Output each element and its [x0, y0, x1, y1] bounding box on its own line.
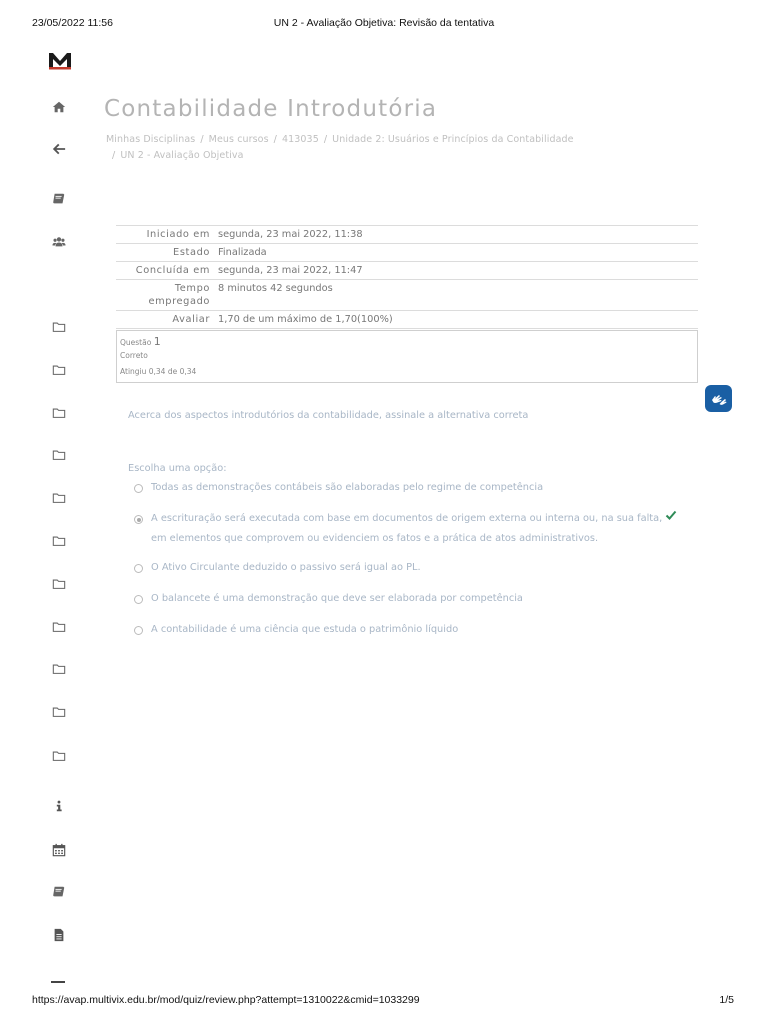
folder-icon[interactable]	[51, 533, 67, 549]
question-state: Correto	[120, 351, 148, 360]
info-icon[interactable]	[51, 798, 67, 814]
document-icon[interactable]	[51, 927, 67, 943]
print-doc-title: UN 2 - Avaliação Objetiva: Revisão da tentativa	[273, 17, 495, 29]
users-icon[interactable]	[51, 234, 67, 250]
side-navigation	[0, 0, 100, 1024]
print-page-number: 1/5	[719, 994, 734, 1006]
answer-option-line1: A escrituração será executada com base em documentos de origem externa ou interna ou, na sua falta,	[151, 513, 663, 524]
folder-icon[interactable]	[51, 490, 67, 506]
accessibility-button[interactable]	[705, 385, 732, 412]
summary-key: Tempo empregado	[116, 280, 214, 311]
summary-key: Estado	[116, 244, 214, 262]
summary-value: 1,70 de um máximo de 1,70(100%)	[214, 311, 698, 329]
summary-value: segunda, 23 mai 2022, 11:47	[214, 262, 698, 280]
question-text: Acerca dos aspectos introdutórios da contabilidade, assinale a alternativa correta	[128, 410, 529, 421]
folder-icon[interactable]	[51, 661, 67, 677]
breadcrumb-item[interactable]: Meus cursos	[208, 134, 269, 145]
folder-icon[interactable]	[51, 362, 67, 378]
radio-button[interactable]	[134, 595, 143, 604]
attempt-summary-table	[116, 225, 698, 329]
summary-key: Iniciado em	[116, 226, 214, 244]
print-url: https://avap.multivix.edu.br/mod/quiz/review.php?attempt=1310022&cmid=1033299	[32, 994, 420, 1006]
sign-language-icon	[710, 391, 728, 407]
breadcrumb	[106, 134, 574, 145]
radio-button[interactable]	[134, 626, 143, 635]
answer-option-label: O balancete é uma demonstração que deve ser elaborada por competência	[151, 593, 523, 604]
answer-option-label: A contabilidade é uma ciência que estuda o patrimônio líquido	[151, 624, 459, 635]
check-icon	[665, 509, 677, 521]
question-number-value: 1	[153, 335, 161, 348]
back-arrow-icon[interactable]	[51, 141, 67, 157]
breadcrumb-continued	[112, 150, 244, 161]
book-icon[interactable]	[51, 191, 67, 207]
answer-option[interactable]	[134, 483, 543, 498]
summary-value: segunda, 23 mai 2022, 11:38	[214, 226, 698, 244]
folder-icon[interactable]	[51, 576, 67, 592]
folder-icon[interactable]	[51, 704, 67, 720]
question-grade: Atingiu 0,34 de 0,34	[120, 367, 197, 376]
breadcrumb-item[interactable]: 413035	[281, 134, 319, 145]
summary-row	[116, 244, 698, 262]
answer-option[interactable]	[134, 594, 523, 609]
answer-option-selected[interactable]	[134, 514, 662, 549]
summary-row	[116, 262, 698, 280]
answer-option-label	[151, 509, 662, 549]
breadcrumb-item-current[interactable]: UN 2 - Avaliação Objetiva	[120, 150, 244, 161]
summary-key: Concluída em	[116, 262, 214, 280]
summary-value: Finalizada	[214, 244, 698, 262]
folder-icon[interactable]	[51, 319, 67, 335]
folder-icon[interactable]	[51, 748, 67, 764]
print-header	[0, 17, 768, 31]
course-title: Contabilidade Introdutória	[104, 96, 438, 122]
radio-button[interactable]	[134, 484, 143, 493]
question-label: Questão	[120, 338, 152, 347]
summary-value: 8 minutos 42 segundos	[214, 280, 698, 311]
summary-key: Avaliar	[116, 311, 214, 329]
answer-prompt: Escolha uma opção:	[128, 463, 227, 474]
breadcrumb-separator: /	[273, 134, 277, 145]
answer-option[interactable]	[134, 563, 421, 578]
breadcrumb-separator: /	[112, 150, 116, 161]
question-info-box	[116, 330, 698, 383]
answer-option-line2: em elementos que comprovem ou evidenciem os fatos e a prática de atos administrativos.	[151, 533, 599, 544]
book-icon[interactable]	[51, 884, 67, 900]
folder-icon[interactable]	[51, 447, 67, 463]
summary-row	[116, 280, 698, 311]
breadcrumb-separator: /	[200, 134, 204, 145]
calendar-icon[interactable]	[51, 842, 67, 858]
summary-row	[116, 226, 698, 244]
answer-option-label: O Ativo Circulante deduzido o passivo será igual ao PL.	[151, 562, 421, 573]
home-icon[interactable]	[51, 99, 67, 115]
breadcrumb-item[interactable]: Minhas Disciplinas	[106, 134, 196, 145]
breadcrumb-item[interactable]: Unidade 2: Usuários e Princípios da Contabilidade	[332, 134, 574, 145]
folder-icon[interactable]	[51, 405, 67, 421]
summary-row	[116, 311, 698, 329]
question-number	[120, 335, 694, 348]
answer-option-label: Todas as demonstrações contábeis são elaboradas pelo regime de competência	[151, 482, 544, 493]
answer-option[interactable]	[134, 625, 458, 640]
print-date: 23/05/2022 11:56	[32, 17, 113, 29]
radio-button-checked[interactable]	[134, 515, 143, 524]
folder-icon[interactable]	[51, 619, 67, 635]
radio-button[interactable]	[134, 564, 143, 573]
partial-nav-icon	[51, 981, 65, 983]
breadcrumb-separator: /	[323, 134, 328, 145]
